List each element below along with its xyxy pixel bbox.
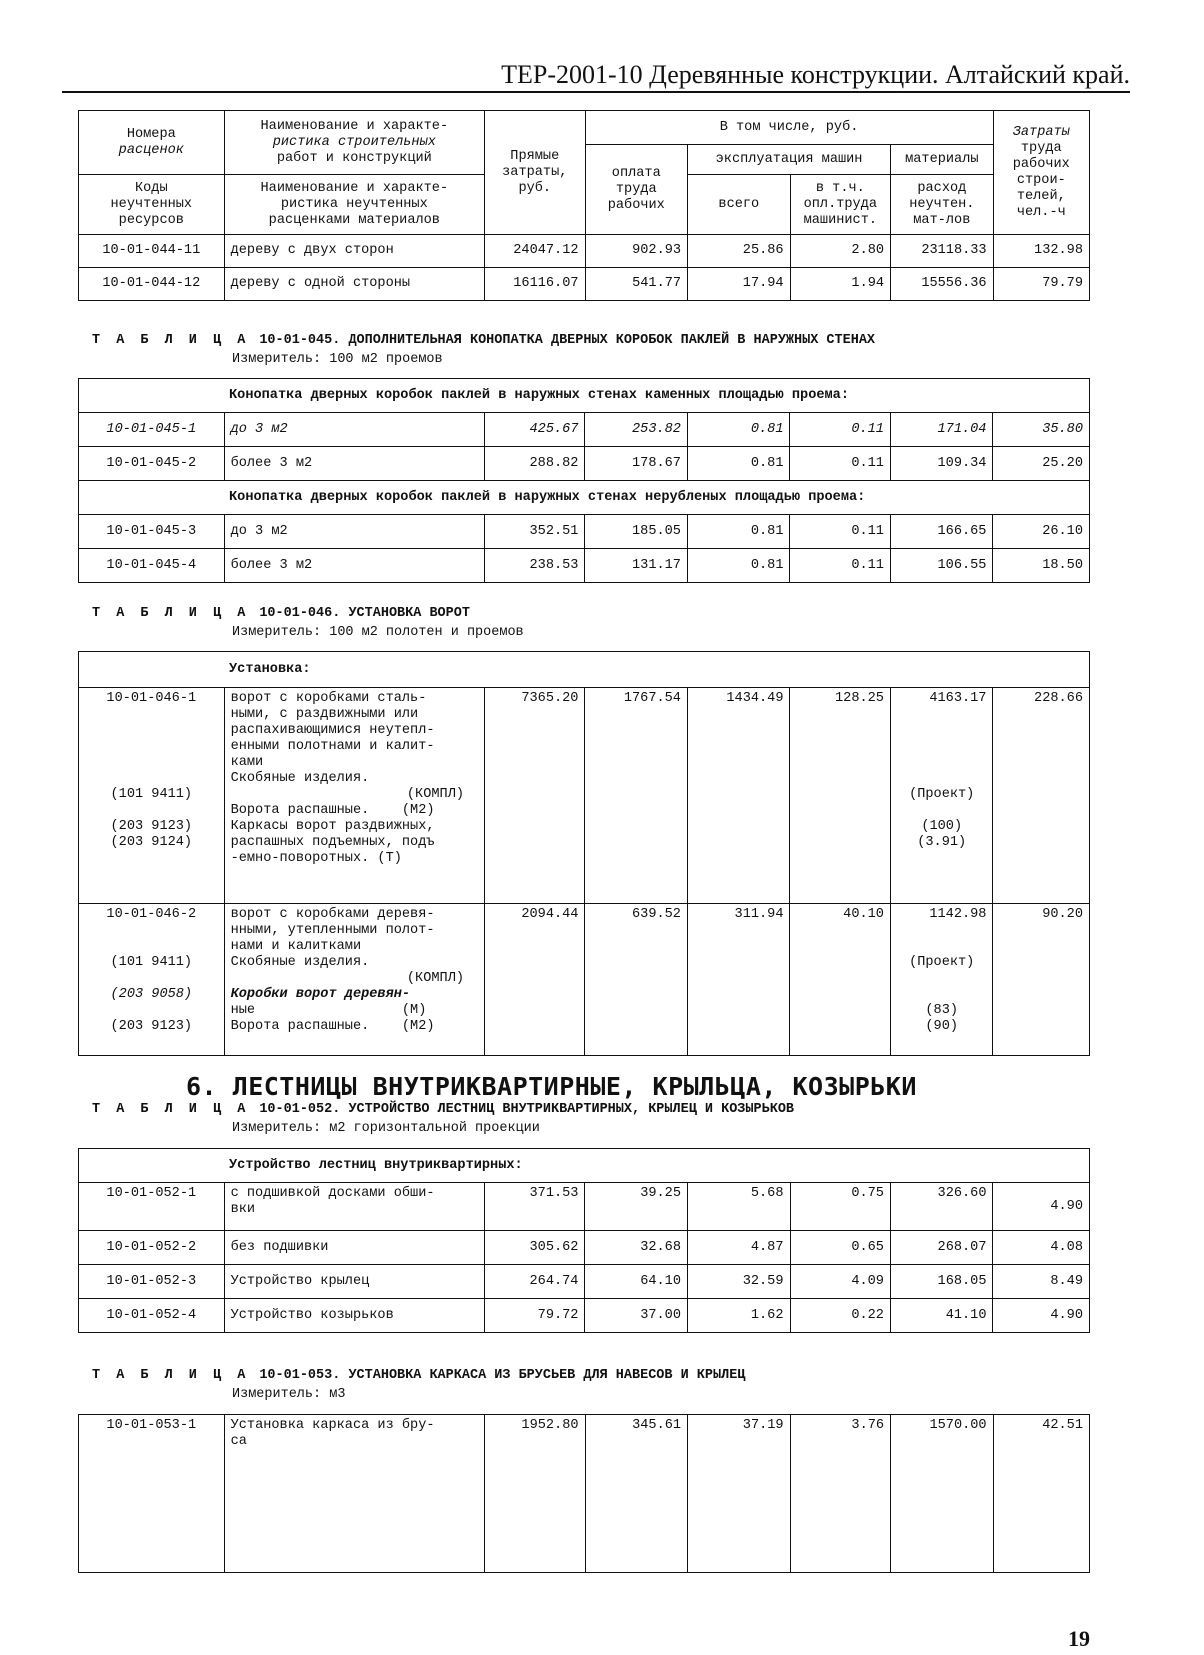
resource-code: (203 9123) xyxy=(110,1019,193,1034)
resource-name: Каркасы ворот раздвижных, распашных подъемных, подъ -емно-поворотных. (Т) xyxy=(230,819,435,866)
col-header-name-line2: ристика строительных xyxy=(272,134,436,150)
table-row xyxy=(79,688,1090,904)
row-labor: 228.66 xyxy=(993,688,1090,904)
row-machinists: 0.11 xyxy=(790,515,890,549)
table-052-caption xyxy=(92,1101,794,1119)
row-machines: 17.94 xyxy=(688,268,791,301)
row-direct: 16116.07 xyxy=(485,268,585,301)
col-header-materials: материалы xyxy=(891,145,994,175)
row-machines: 25.86 xyxy=(688,235,791,268)
row-labor: 4.90 xyxy=(993,1183,1090,1231)
resource-name: Ворота распашные. (М2) xyxy=(230,803,435,818)
resource-value: (Проект) xyxy=(909,787,975,802)
row-name: без подшивки xyxy=(224,1231,484,1265)
col-header-name-line1: Наименование и характе- xyxy=(260,118,449,134)
table-label: Т А Б Л И Ц А xyxy=(92,1368,250,1383)
row-pay: 253.82 xyxy=(585,413,688,447)
section-heading: 6. ЛЕСТНИЦЫ ВНУТРИКВАРТИРНЫЕ, КРЫЛЬЦА, КОЗЫРЬКИ xyxy=(186,1072,917,1101)
row-name: с подшивкой досками обши- вки xyxy=(224,1183,484,1231)
page-number: 19 xyxy=(1068,1626,1090,1651)
col-header-labor-line2: труда рабочих строи- телей, чел.-ч xyxy=(1012,140,1070,220)
row-pay: 37.00 xyxy=(585,1299,688,1333)
table-label: Т А Б Л И Ц А xyxy=(92,333,250,348)
row-machines: 0.81 xyxy=(687,413,790,447)
col-header-codes-line2: расценок xyxy=(118,142,184,158)
row-machines: 1.62 xyxy=(687,1299,790,1333)
row-direct: 2094.44 xyxy=(484,904,584,1056)
row-code: 10-01-045-4 xyxy=(79,549,225,583)
resource-code: (203 9124) xyxy=(110,835,193,850)
table-045-caption xyxy=(92,332,875,350)
row-direct: 371.53 xyxy=(485,1183,585,1231)
col-header-resource-names: Наименование и характе- ристика неучтенных расценками материалов xyxy=(224,175,484,235)
row-materials: 166.65 xyxy=(890,515,993,549)
resource-name: Ворота распашные. (М2) xyxy=(230,1019,435,1034)
section-row: Устройство лестниц внутриквартирных: xyxy=(79,1149,1090,1183)
table-052-measure: Измеритель: м2 горизонтальной проекции xyxy=(232,1121,540,1136)
row-labor: 79.79 xyxy=(993,268,1089,301)
row-labor: 90.20 xyxy=(993,904,1090,1056)
table-053-measure: Измеритель: м3 xyxy=(232,1387,346,1402)
table-row xyxy=(79,515,1090,549)
resource-name: Скобяные изделия. xyxy=(230,771,370,786)
row-pay: 185.05 xyxy=(585,515,688,549)
row-machines: 1434.49 xyxy=(687,688,790,904)
row-machinists: 2.80 xyxy=(790,235,890,268)
resource-name: Коробки ворот деревян- xyxy=(230,987,411,1002)
table-045-title: 10-01-045. ДОПОЛНИТЕЛЬНАЯ КОНОПАТКА ДВЕРНЫХ КОРОБОК ПАКЛЕЙ В НАРУЖНЫХ СТЕНАХ xyxy=(259,333,876,348)
table-046 xyxy=(78,651,1090,1056)
table-053-title: 10-01-053. УСТАНОВКА КАРКАСА ИЗ БРУСЬЕВ ДЛЯ НАВЕСОВ И КРЫЛЕЦ xyxy=(259,1368,746,1383)
col-header-pay: оплата труда рабочих xyxy=(585,145,688,235)
row-code: 10-01-045-3 xyxy=(79,515,225,549)
row-direct: 352.51 xyxy=(484,515,584,549)
row-machinists: 40.10 xyxy=(790,904,890,1056)
row-machines: 4.87 xyxy=(687,1231,790,1265)
row-direct: 425.67 xyxy=(484,413,584,447)
table-053 xyxy=(78,1414,1090,1573)
row-pay: 345.61 xyxy=(585,1415,688,1573)
row-machines: 37.19 xyxy=(688,1415,791,1573)
row-name: ворот с коробками сталь- ными, с раздвижными или распахивающимися неутепл- енными полотнами и калит- ками xyxy=(230,691,435,770)
row-machines: 5.68 xyxy=(687,1183,790,1231)
row-machines: 0.81 xyxy=(687,515,790,549)
row-pay: 178.67 xyxy=(585,447,688,481)
row-machinists: 0.11 xyxy=(790,549,890,583)
row-machinists: 1.94 xyxy=(790,268,890,301)
row-machines: 0.81 xyxy=(687,549,790,583)
row-direct: 7365.20 xyxy=(484,688,584,904)
col-header-resources: Коды неучтенных ресурсов xyxy=(79,175,225,235)
row-name: более 3 м2 xyxy=(224,549,484,583)
table-row xyxy=(79,1415,1090,1573)
row-code-cell xyxy=(79,688,225,904)
row-direct: 1952.80 xyxy=(485,1415,585,1573)
row-code: 10-01-046-1 xyxy=(106,691,197,706)
row-materials: 106.55 xyxy=(890,549,993,583)
table-row xyxy=(79,904,1090,1056)
table-row xyxy=(79,1183,1090,1231)
resource-code: (203 9058) xyxy=(110,987,193,1002)
row-materials: 1570.00 xyxy=(891,1415,994,1573)
row-materials: 4163.17 xyxy=(929,691,987,706)
table-046-title: 10-01-046. УСТАНОВКА ВОРОТ xyxy=(259,606,470,621)
row-name: дереву с двух сторон xyxy=(224,235,484,268)
row-labor: 18.50 xyxy=(993,549,1090,583)
row-name: дереву с одной стороны xyxy=(224,268,484,301)
resource-code: (203 9123) xyxy=(110,819,193,834)
col-header-name-line3: работ и конструкций xyxy=(276,150,432,166)
section-row: Установка: xyxy=(79,652,1090,688)
row-code: 10-01-045-2 xyxy=(79,447,225,481)
row-labor: 35.80 xyxy=(993,413,1090,447)
resource-name: Скобяные изделия. xyxy=(230,955,370,970)
resource-name: ные (М) xyxy=(230,1003,427,1018)
table-row xyxy=(79,235,1090,268)
row-pay: 639.52 xyxy=(585,904,688,1056)
table-row xyxy=(79,1299,1090,1333)
col-header-mat-use: расход неучтен. мат-лов xyxy=(891,175,994,235)
col-header-incl: В том числе, руб. xyxy=(585,111,993,145)
col-header-machinists: в т.ч. опл.труда машинист. xyxy=(790,175,890,235)
row-labor: 25.20 xyxy=(993,447,1090,481)
resource-value: (100) xyxy=(921,819,963,834)
row-machinists: 0.22 xyxy=(790,1299,890,1333)
table-label: Т А Б Л И Ц А xyxy=(92,1102,250,1117)
row-labor: 26.10 xyxy=(993,515,1090,549)
resource-code: (101 9411) xyxy=(110,787,193,802)
row-code: 10-01-052-3 xyxy=(79,1265,225,1299)
table-053-caption xyxy=(92,1367,745,1385)
row-materials: 109.34 xyxy=(890,447,993,481)
col-header-machines: эксплуатация машин xyxy=(688,145,891,175)
row-materials: 326.60 xyxy=(890,1183,993,1231)
row-materials: 268.07 xyxy=(890,1231,993,1265)
row-materials: 1142.98 xyxy=(929,907,987,922)
row-code: 10-01-044-11 xyxy=(79,235,225,268)
table-046-caption xyxy=(92,605,470,623)
row-pay: 1767.54 xyxy=(585,688,688,904)
resource-value: (90) xyxy=(925,1019,959,1034)
row-name: более 3 м2 xyxy=(224,447,484,481)
section-row: Конопатка дверных коробок паклей в наружных стенах каменных площадью проема: xyxy=(79,379,1090,413)
row-labor: 4.90 xyxy=(993,1299,1090,1333)
row-machinists: 0.11 xyxy=(790,447,890,481)
row-direct: 238.53 xyxy=(484,549,584,583)
col-header-codes-top xyxy=(79,111,225,175)
row-machines: 0.81 xyxy=(687,447,790,481)
col-header-total: всего xyxy=(688,175,791,235)
row-name: до 3 м2 xyxy=(224,413,484,447)
col-header-labor xyxy=(993,111,1089,235)
row-materials: 23118.33 xyxy=(891,235,994,268)
row-code-cell xyxy=(79,904,225,1056)
row-code: 10-01-052-2 xyxy=(79,1231,225,1265)
row-code: 10-01-044-12 xyxy=(79,268,225,301)
row-name: ворот с коробками деревя- нными, утепленными полот- нами и калитками xyxy=(230,907,435,954)
row-materials-cell xyxy=(890,688,993,904)
col-header-direct: Прямые затраты, руб. xyxy=(485,111,585,235)
table-row xyxy=(79,447,1090,481)
row-direct: 79.72 xyxy=(485,1299,585,1333)
section-row: Конопатка дверных коробок паклей в наружных стенах нерубленых площадью проема: xyxy=(79,481,1090,515)
row-pay: 39.25 xyxy=(585,1183,688,1231)
page-header-title: ТЕР-2001-10 Деревянные конструкции. Алтайский край. xyxy=(501,60,1130,89)
table-row xyxy=(79,413,1090,447)
row-direct: 264.74 xyxy=(485,1265,585,1299)
row-code: 10-01-045-1 xyxy=(79,413,225,447)
row-name-cell xyxy=(224,904,484,1056)
row-machinists: 0.11 xyxy=(790,413,890,447)
table-row xyxy=(79,1265,1090,1299)
row-code: 10-01-052-1 xyxy=(79,1183,225,1231)
resource-unit: (КОМПЛ) xyxy=(406,787,464,802)
row-labor: 42.51 xyxy=(993,1415,1089,1573)
row-materials: 41.10 xyxy=(890,1299,993,1333)
resource-code: (101 9411) xyxy=(110,955,193,970)
row-name: до 3 м2 xyxy=(224,515,484,549)
table-045-measure: Измеритель: 100 м2 проемов xyxy=(232,352,443,367)
col-header-labor-line1: Затраты xyxy=(1012,124,1070,140)
row-pay: 541.77 xyxy=(585,268,688,301)
row-machinists: 4.09 xyxy=(790,1265,890,1299)
row-code: 10-01-046-2 xyxy=(106,907,197,922)
table-label: Т А Б Л И Ц А xyxy=(92,606,250,621)
resource-value: (Проект) xyxy=(909,955,975,970)
row-materials: 15556.36 xyxy=(891,268,994,301)
row-materials: 168.05 xyxy=(890,1265,993,1299)
row-direct: 305.62 xyxy=(485,1231,585,1265)
table-052-title: 10-01-052. УСТРОЙСТВО ЛЕСТНИЦ ВНУТРИКВАРТИРНЫХ, КРЫЛЕЦ И КОЗЫРЬКОВ xyxy=(259,1102,795,1117)
table-052 xyxy=(78,1148,1090,1333)
row-pay: 32.68 xyxy=(585,1231,688,1265)
row-labor: 8.49 xyxy=(993,1265,1090,1299)
table-046-measure: Измеритель: 100 м2 полотен и проемов xyxy=(232,625,524,640)
row-name: Устройство козырьков xyxy=(224,1299,484,1333)
resource-value: (83) xyxy=(925,1003,959,1018)
row-labor: 4.08 xyxy=(993,1231,1090,1265)
col-header-codes-line1: Номера xyxy=(126,126,176,142)
row-machines: 311.94 xyxy=(687,904,790,1056)
row-machinists: 0.65 xyxy=(790,1231,890,1265)
resource-value: (3.91) xyxy=(917,835,967,850)
row-name-cell xyxy=(224,688,484,904)
table-row xyxy=(79,1231,1090,1265)
table-044 xyxy=(78,110,1090,301)
row-machinists: 128.25 xyxy=(790,688,890,904)
row-pay: 902.93 xyxy=(585,235,688,268)
header-rule xyxy=(62,91,1130,93)
row-direct: 24047.12 xyxy=(485,235,585,268)
row-direct: 288.82 xyxy=(484,447,584,481)
row-name: Устройство крылец xyxy=(224,1265,484,1299)
table-045 xyxy=(78,378,1090,583)
row-code: 10-01-053-1 xyxy=(79,1415,225,1573)
row-materials-cell xyxy=(890,904,993,1056)
row-name: Установка каркаса из бру- са xyxy=(224,1415,484,1573)
row-machines: 32.59 xyxy=(687,1265,790,1299)
table-row xyxy=(79,268,1090,301)
table-row xyxy=(79,549,1090,583)
row-machinists: 0.75 xyxy=(790,1183,890,1231)
row-pay: 131.17 xyxy=(585,549,688,583)
row-labor: 132.98 xyxy=(993,235,1089,268)
col-header-name-top xyxy=(224,111,484,175)
row-pay: 64.10 xyxy=(585,1265,688,1299)
row-code: 10-01-052-4 xyxy=(79,1299,225,1333)
row-machinists: 3.76 xyxy=(790,1415,890,1573)
resource-unit: (КОМПЛ) xyxy=(406,971,464,986)
row-materials: 171.04 xyxy=(890,413,993,447)
